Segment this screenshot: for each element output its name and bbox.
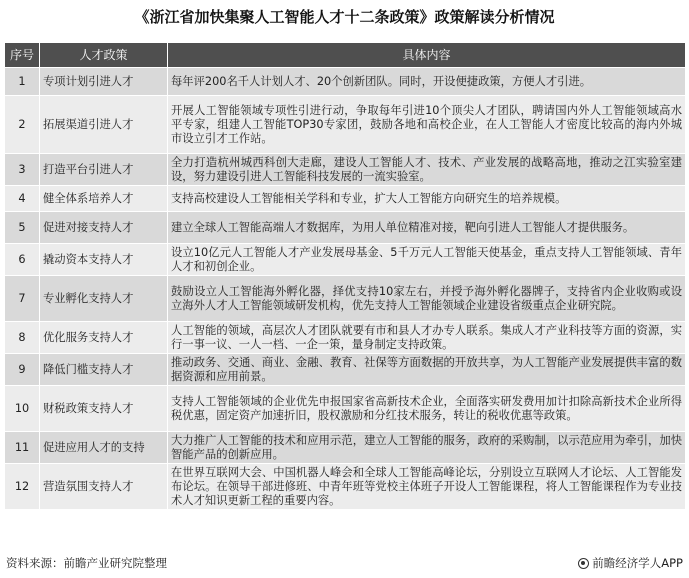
row-policy: 降低门槛支持人才 xyxy=(40,354,168,386)
row-policy: 营造氛围支持人才 xyxy=(40,464,168,510)
row-content: 支持人工智能领域的企业优先申报国家省高新技术企业，全面落实研发费用加计扣除高新技术企业所得税优惠，固定资产加速折旧，股权激励和分红技术服务，转让的税收优惠等政策。 xyxy=(168,386,686,432)
row-num: 3 xyxy=(5,154,40,186)
table-row xyxy=(5,386,686,432)
row-content: 设立10亿元人工智能人才产业发展母基金、5千万元人工智能天使基金，重点支持人工智能领域、青年人才和初创企业。 xyxy=(168,244,686,276)
row-num: 7 xyxy=(5,276,40,322)
row-policy: 撬动资本支持人才 xyxy=(40,244,168,276)
table-row xyxy=(5,96,686,154)
row-policy: 财税政策支持人才 xyxy=(40,386,168,432)
row-content: 开展人工智能领域专项性引进行动，争取每年引进10个顶尖人才团队，聘请国内外人工智能领域高水平专家，组建人工智能TOP30专家团，鼓励各地和高校企业，在人工智能人才密度比较高的海内外城市设立引才工作站。 xyxy=(168,96,686,154)
table-row xyxy=(5,464,686,510)
row-policy: 优化服务支持人才 xyxy=(40,322,168,354)
row-num: 4 xyxy=(5,186,40,212)
row-policy: 健全体系培养人才 xyxy=(40,186,168,212)
row-policy: 专项计划引进人才 xyxy=(40,68,168,96)
source-note: 资料来源：前瞻产业研究院整理 xyxy=(6,556,167,570)
row-policy: 促进对接支持人才 xyxy=(40,212,168,244)
page-title: 《浙江省加快集聚人工智能人才十二条政策》政策解读分析情况 xyxy=(134,8,555,26)
row-policy: 促进应用人才的支持 xyxy=(40,432,168,464)
row-content: 推动政务、交通、商业、金融、教育、社保等方面数据的开放共享，为人工智能产业发展提供丰富的数据资源和应用前景。 xyxy=(168,354,686,386)
row-policy: 拓展渠道引进人才 xyxy=(40,96,168,154)
row-num: 12 xyxy=(5,464,40,510)
header-content: 具体内容 xyxy=(168,43,686,68)
row-policy: 打造平台引进人才 xyxy=(40,154,168,186)
table-row xyxy=(5,68,686,96)
row-num: 6 xyxy=(5,244,40,276)
brand-name: 前瞻经济学人APP xyxy=(592,556,683,570)
table-header-row xyxy=(5,43,686,68)
row-num: 2 xyxy=(5,96,40,154)
table-row xyxy=(5,276,686,322)
brand-logo-icon xyxy=(578,558,589,569)
row-content: 全力打造杭州城西科创大走廊，建设人工智能人才、技术、产业发展的战略高地，推动之江实验室建设，努力建设引进人工智能科技发展的一流实验室。 xyxy=(168,154,686,186)
row-policy: 专业孵化支持人才 xyxy=(40,276,168,322)
table-row xyxy=(5,322,686,354)
row-content: 支持高校建设人工智能相关学科和专业，扩大人工智能方向研究生的培养规模。 xyxy=(168,186,686,212)
brand-credit xyxy=(578,555,683,571)
row-content: 每年评200名千人计划人才、20个创新团队。同时，开设便捷政策，方便人才引进。 xyxy=(168,68,686,96)
row-num: 5 xyxy=(5,212,40,244)
table-row xyxy=(5,432,686,464)
row-content: 人工智能的领域，高层次人才团队就要有市和县人才办专人联系。集成人才产业科技等方面的资源，实行一事一议、一人一档、一企一策，量身制定支持政策。 xyxy=(168,322,686,354)
table-row xyxy=(5,186,686,212)
table-row xyxy=(5,244,686,276)
table-row xyxy=(5,212,686,244)
row-content: 大力推广人工智能的技术和应用示范，建立人工智能的服务，政府的采购制，以示范应用为牵引，加快智能产品的创新应用。 xyxy=(168,432,686,464)
table-row xyxy=(5,154,686,186)
row-num: 10 xyxy=(5,386,40,432)
row-num: 1 xyxy=(5,68,40,96)
table-row xyxy=(5,354,686,386)
row-content: 建立全球人工智能高端人才数据库，为用人单位精准对接，靶向引进人工智能人才提供服务。 xyxy=(168,212,686,244)
row-num: 11 xyxy=(5,432,40,464)
header-policy: 人才政策 xyxy=(40,43,168,68)
header-num: 序号 xyxy=(5,43,40,68)
row-content: 在世界互联网大会、中国机器人峰会和全球人工智能高峰论坛，分别设立互联网人才论坛、人工智能发布论坛。在领导干部进修班、中青年班等党校主体班子开设人工智能课程，将人工智能课程作为专业技术人才知识更新工程的重要内容。 xyxy=(168,464,686,510)
policy-table xyxy=(4,42,686,510)
row-content: 鼓励设立人工智能海外孵化器，择优支持10家左右，并授予海外孵化器牌子，支持省内企业收购或设立海外人才人工智能领域研发机构，优先支持人工智能领域企业建设省级重点企业研究院。 xyxy=(168,276,686,322)
row-num: 8 xyxy=(5,322,40,354)
row-num: 9 xyxy=(5,354,40,386)
